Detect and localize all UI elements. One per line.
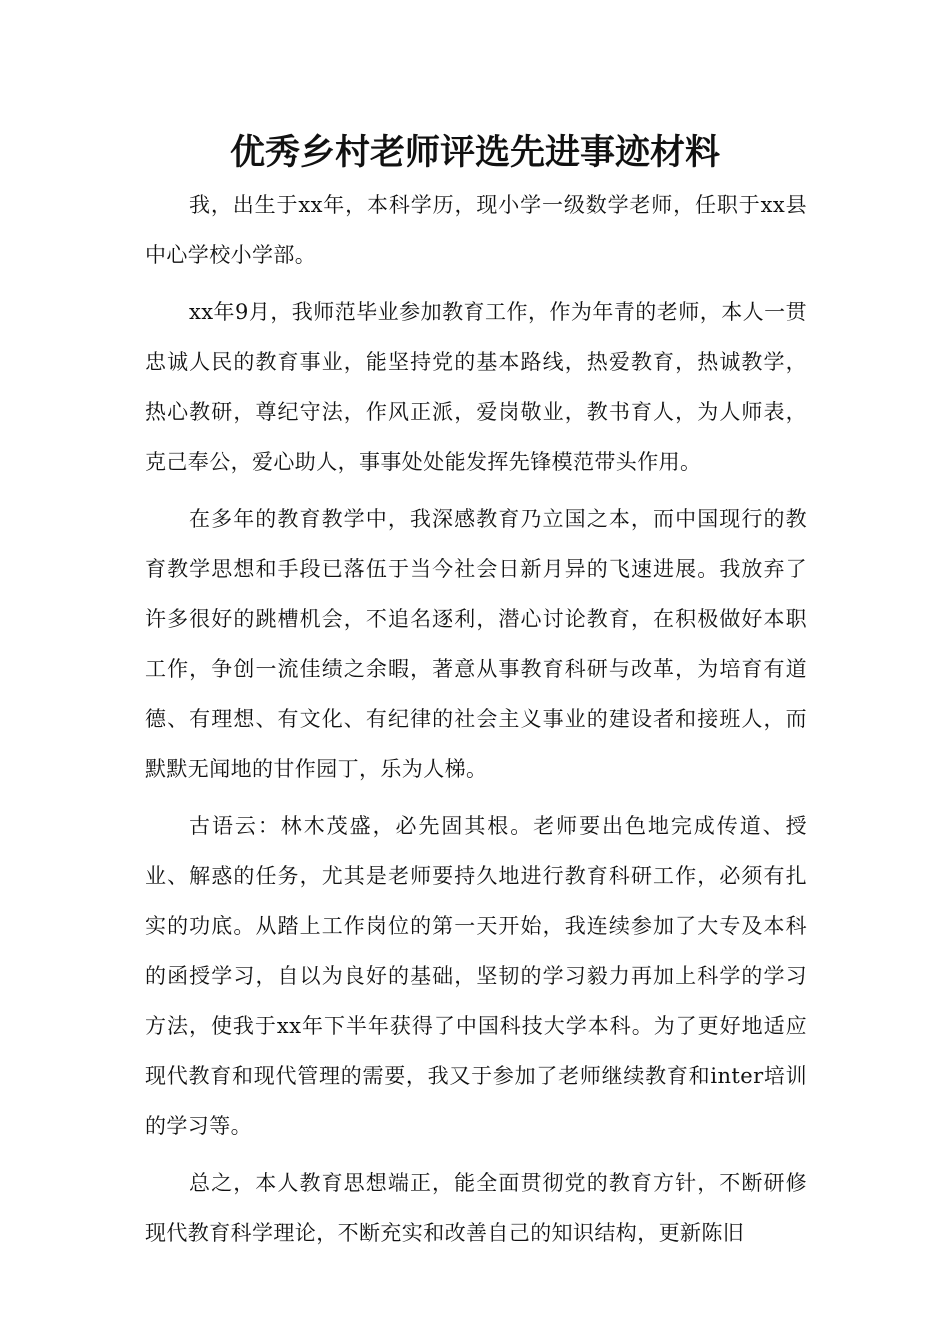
paragraph-1: 我，出生于xx年，本科学历，现小学一级数学老师，任职于xx县中心学校小学部。 [145, 193, 807, 267]
document-title: 优秀乡村老师评选先进事迹材料 [229, 133, 720, 173]
document-body [145, 180, 807, 1265]
paragraph-4: 古语云：林木茂盛，必先固其根。老师要出色地完成传道、授业、解惑的任务，尤其是老师要持久地进行教育科研工作，必须有扎实的功底。从踏上工作岗位的第一天开始，我连续参加了大专及本科的函授学习，自以为良好的基础，坚韧的学习毅力再加上科学的学习方法，使我于xx年下半年获得了中国科技大学本科。为了更好地适应现代教育和现代管理的需要，我又于参加了老师继续教育和inter培训的学习等。 [145, 814, 807, 1138]
paragraph-3: 在多年的教育教学中，我深感教育乃立国之本，而中国现行的教育教学思想和手段已落伍于当今社会日新月异的飞速进展。我放弃了许多很好的跳槽机会，不追名逐利，潜心讨论教育，在积极做好本职工作，争创一流佳绩之余暇，著意从事教育科研与改革，为培育有道德、有理想、有文化、有纪律的社会主义事业的建设者和接班人，而默默无闻地的甘作园丁，乐为人梯。 [145, 507, 807, 781]
paragraph-5: 总之，本人教育思想端正，能全面贯彻党的教育方针，不断研修现代教育科学理论，不断充实和改善自己的知识结构，更新陈旧 [145, 1171, 807, 1245]
paragraph-2: xx年9月，我师范毕业参加教育工作，作为年青的老师，本人一贯忠诚人民的教育事业，能坚持党的基本路线，热爱教育，热诚教学，热心教研，尊纪守法，作风正派，爱岗敬业，教书育人，为人师表，克己奉公，爱心助人，事事处处能发挥先锋模范带头作用。 [145, 300, 807, 474]
